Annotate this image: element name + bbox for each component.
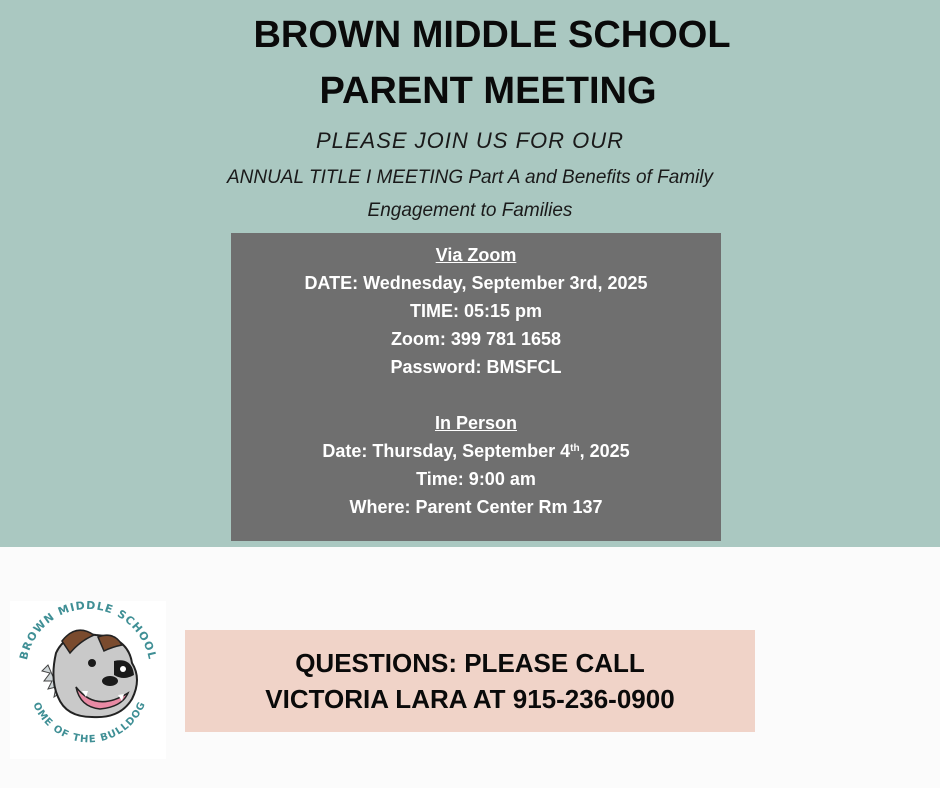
meeting-subtitle-line1: ANNUAL TITLE I MEETING Part A and Benefits of Family	[226, 167, 714, 188]
in-person-date-year: , 2025	[579, 441, 630, 461]
zoom-date: DATE: Wednesday, September 3rd, 2025	[304, 273, 648, 293]
school-logo	[10, 601, 166, 759]
in-person-date	[231, 437, 721, 465]
in-person-heading: In Person	[434, 413, 518, 433]
zoom-meeting-id: Zoom: 399 781 1658	[390, 329, 562, 349]
contact-box	[185, 630, 755, 732]
meeting-details-box	[231, 233, 721, 541]
zoom-password: Password: BMSFCL	[390, 357, 562, 377]
in-person-date-ordinal: th	[570, 443, 580, 454]
in-person-time: Time: 9:00 am	[416, 469, 536, 489]
logo-top-text: BROWN MIDDLE SCHOOL	[17, 601, 159, 662]
zoom-heading: Via Zoom	[435, 245, 517, 265]
bulldog-logo-icon	[10, 601, 166, 759]
page-title-meeting: PARENT MEETING	[319, 70, 657, 112]
meeting-subtitle-line2: Engagement to Families	[367, 200, 573, 221]
page-title-school: BROWN MIDDLE SCHOOL	[253, 14, 731, 56]
invite-text: PLEASE JOIN US FOR OUR	[315, 128, 625, 153]
section-spacer	[231, 381, 721, 409]
logo-bottom-text: OME OF THE BULLDOG	[30, 699, 149, 746]
contact-line2: VICTORIA LARA AT 915-236-0900	[265, 684, 675, 714]
in-person-location: Where: Parent Center Rm 137	[349, 497, 603, 517]
zoom-time: TIME: 05:15 pm	[409, 301, 543, 321]
in-person-date-prefix: Date: Thursday, September 4	[322, 441, 571, 461]
contact-line1: QUESTIONS: PLEASE CALL	[295, 648, 645, 678]
